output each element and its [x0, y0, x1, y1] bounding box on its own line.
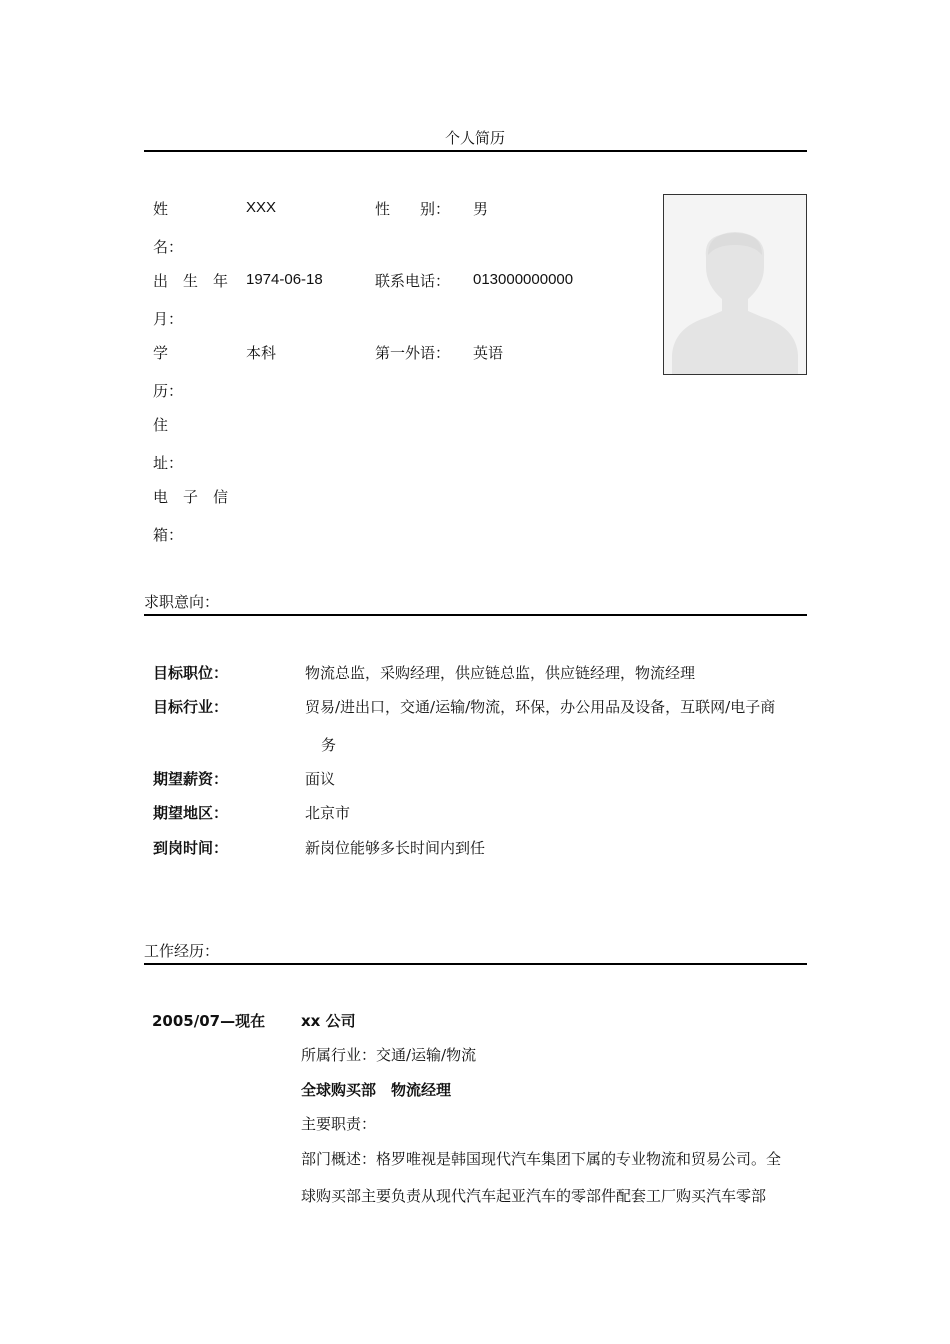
- person-silhouette-icon: [664, 195, 806, 374]
- duties-label: 主要职责：: [301, 1115, 377, 1133]
- company-industry: 所属行业：交通/运输/物流: [301, 1046, 477, 1064]
- expected-salary-value: 面议: [305, 770, 336, 788]
- email-label: 电 子 信: [153, 488, 229, 506]
- work-heading: 工作经历：: [144, 942, 220, 960]
- department-description: 部门概述：格罗唯视是韩国现代汽车集团下属的专业物流和贸易公司。全: [301, 1150, 782, 1168]
- arrival-time-label: 到岗时间：: [153, 839, 229, 857]
- education-value: 本科: [246, 344, 277, 362]
- intent-divider: [144, 614, 807, 616]
- department-description-cont: 球购买部主要负责从现代汽车起亚汽车的零部件配套工厂购买汽车零部: [301, 1187, 767, 1205]
- name-label: 姓: [153, 200, 169, 218]
- address-label: 住: [153, 416, 169, 434]
- education-label: 学: [153, 344, 169, 362]
- target-industry-label: 目标行业：: [153, 698, 229, 716]
- page-title: 个人简历: [444, 129, 505, 147]
- target-position-label: 目标职位：: [153, 664, 229, 682]
- title-divider: [144, 150, 807, 152]
- birth-label: 出 生 年: [153, 272, 229, 290]
- gender-label: 性 别：: [375, 200, 451, 218]
- expected-salary-label: 期望薪资：: [153, 770, 229, 788]
- birth-label-cont: 月：: [153, 310, 184, 328]
- expected-region-value: 北京市: [305, 804, 351, 822]
- target-industry-value-cont: 务: [321, 736, 337, 754]
- intent-heading: 求职意向：: [144, 593, 220, 611]
- work-period: 2005/07—现在: [152, 1012, 266, 1030]
- address-label-cont: 址：: [153, 454, 184, 472]
- department-title: 全球购买部 物流经理: [301, 1081, 452, 1099]
- profile-photo: [663, 194, 807, 375]
- phone-value: 013000000000: [473, 271, 574, 288]
- work-divider: [144, 963, 807, 965]
- language-value: 英语: [473, 344, 504, 362]
- name-label-cont: 名：: [153, 238, 184, 256]
- language-label: 第一外语：: [375, 344, 451, 362]
- target-industry-value: 贸易/进出口，交通/运输/物流，环保，办公用品及设备，互联网/电子商: [305, 698, 776, 716]
- email-label-cont: 箱：: [153, 526, 184, 544]
- education-label-cont: 历：: [153, 382, 184, 400]
- target-position-value: 物流总监，采购经理，供应链总监，供应链经理，物流经理: [305, 664, 696, 682]
- gender-value: 男: [473, 200, 489, 218]
- name-value: XXX: [246, 199, 277, 216]
- phone-label: 联系电话：: [375, 272, 451, 290]
- arrival-time-value: 新岗位能够多长时间内到任: [305, 839, 486, 857]
- birth-value: 1974-06-18: [246, 271, 323, 288]
- expected-region-label: 期望地区：: [153, 804, 229, 822]
- company-name: xx 公司: [301, 1012, 356, 1030]
